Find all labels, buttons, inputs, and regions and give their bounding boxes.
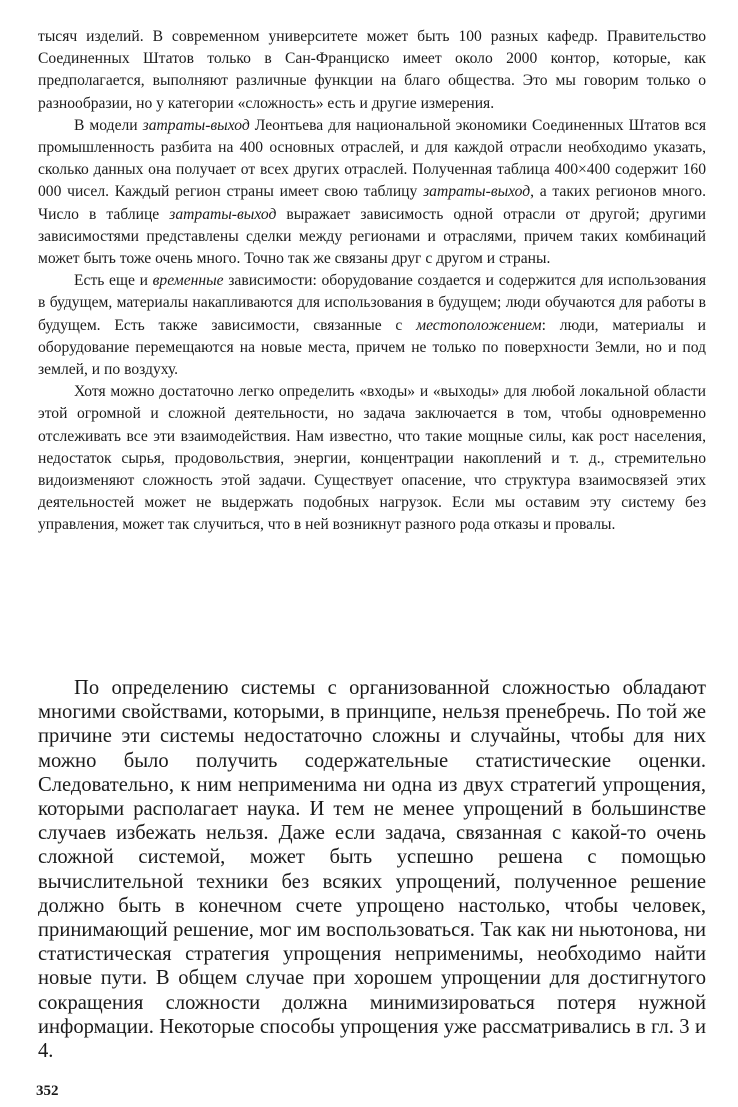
text-run: В модели — [74, 116, 143, 134]
text-run: Леонтьева для национальной экономики Соединенных Штатов вся промышленность разбита на 400 основных отраслей, и для каждой отрасли необходимо указать, сколько данных она получает от всех других отраслей. Полученная таблица 400×400 содержит 160 000 чисел. Каждый регион страны имеет свою таблицу — [38, 116, 706, 201]
paragraph-varieties: тысяч изделий. В современном университете может быть 100 разных кафедр. Правительство Соединенных Штатов только в Сан-Франциско имеет около 2000 контор, которые, как предполагается, выполняют различные функции на благо общества. Это мы говорим только о разнообразии, но у категории «сложность» есть и другие измерения. — [38, 28, 706, 112]
text-run: Есть еще и — [74, 272, 153, 290]
paragraph-organized-complexity: По определению системы с организованной сложностью обладают многими свойствами, которыми, в принципе, нельзя пренебречь. По той же причине эти системы недостаточно сложны и случайны, чтобы для них можно было получить содержательные статистические оценки. Следовательно, к ним неприменима ни одна из двух стратегий упрощения, которыми располагает наука. И тем не менее упрощений в большинстве случаев избежать нельзя. Даже если задача, связанная с какой-то очень сложной системой, может быть успешно решена с помощью вычислительной техники без всяких упрощений, полученное решение должно быть в конечном счете упрощено настолько, чтобы человек, принимающий решение, мог им воспользоваться. Так как ни ньютонова, ни статистическая стратегия упрощения неприменимы, необходимо найти новые пути. В общем случае при хорошем упрощении для достигнутого сокращения сложности должна минимизироваться потеря нужной информации. Некоторые способы упрощения уже рассматривались в гл. 3 и 4. — [38, 677, 706, 1063]
term-location: местоположением — [416, 316, 542, 334]
text-run: зависимости: оборудование создается и содержится для использования в будущем, материалы накапливаются для использования в будущем; люди обучаются для работы в будущем. Есть также зависимости, связанные с — [38, 272, 707, 334]
text-run: , а таких регионов много. Число в таблице — [38, 183, 706, 223]
term-input-output: затраты-выход — [423, 183, 531, 201]
page-number: 352 — [36, 1083, 59, 1099]
small-print-section — [38, 26, 706, 537]
paragraph-inputs-outputs: Хотя можно достаточно легко определить «входы» и «выходы» для любой локальной области этой огромной и сложной деятельности, но задача заключается в том, чтобы одновременно отслеживать все эти взаимодействия. Нам известно, что такие мощные силы, как рост населения, недостаток сырья, продовольствия, энергии, концентрации накоплений и т. д., стремительно видоизменяют сложность этой задачи. Существует опасение, что структура взаимосвязей этих деятельностей может не выдержать подобных нагрузок. Если мы оставим эту систему без управления, может так случиться, что в ней возникнут разного рода отказы и провалы. — [38, 383, 706, 534]
text-run: выражает зависимость одной отрасли от другой; другими зависимостями представлены сделки между регионами и отраслями, причем таких комбинаций может быть тоже очень много. Точно так же связаны друг с другом и страны. — [38, 205, 706, 268]
term-temporal: временные — [152, 272, 224, 290]
term-input-output: затраты-выход — [169, 205, 277, 223]
paragraph-temporal-dependencies — [38, 270, 706, 381]
paragraph-input-output-model — [38, 115, 706, 270]
term-input-output: затраты-выход — [142, 116, 250, 134]
text-run: : люди, материалы и оборудование перемещаются на новые места, причем не только по поверхности Земли, но и под землей, и по воздуху. — [38, 316, 706, 379]
main-text-section — [38, 676, 706, 1063]
